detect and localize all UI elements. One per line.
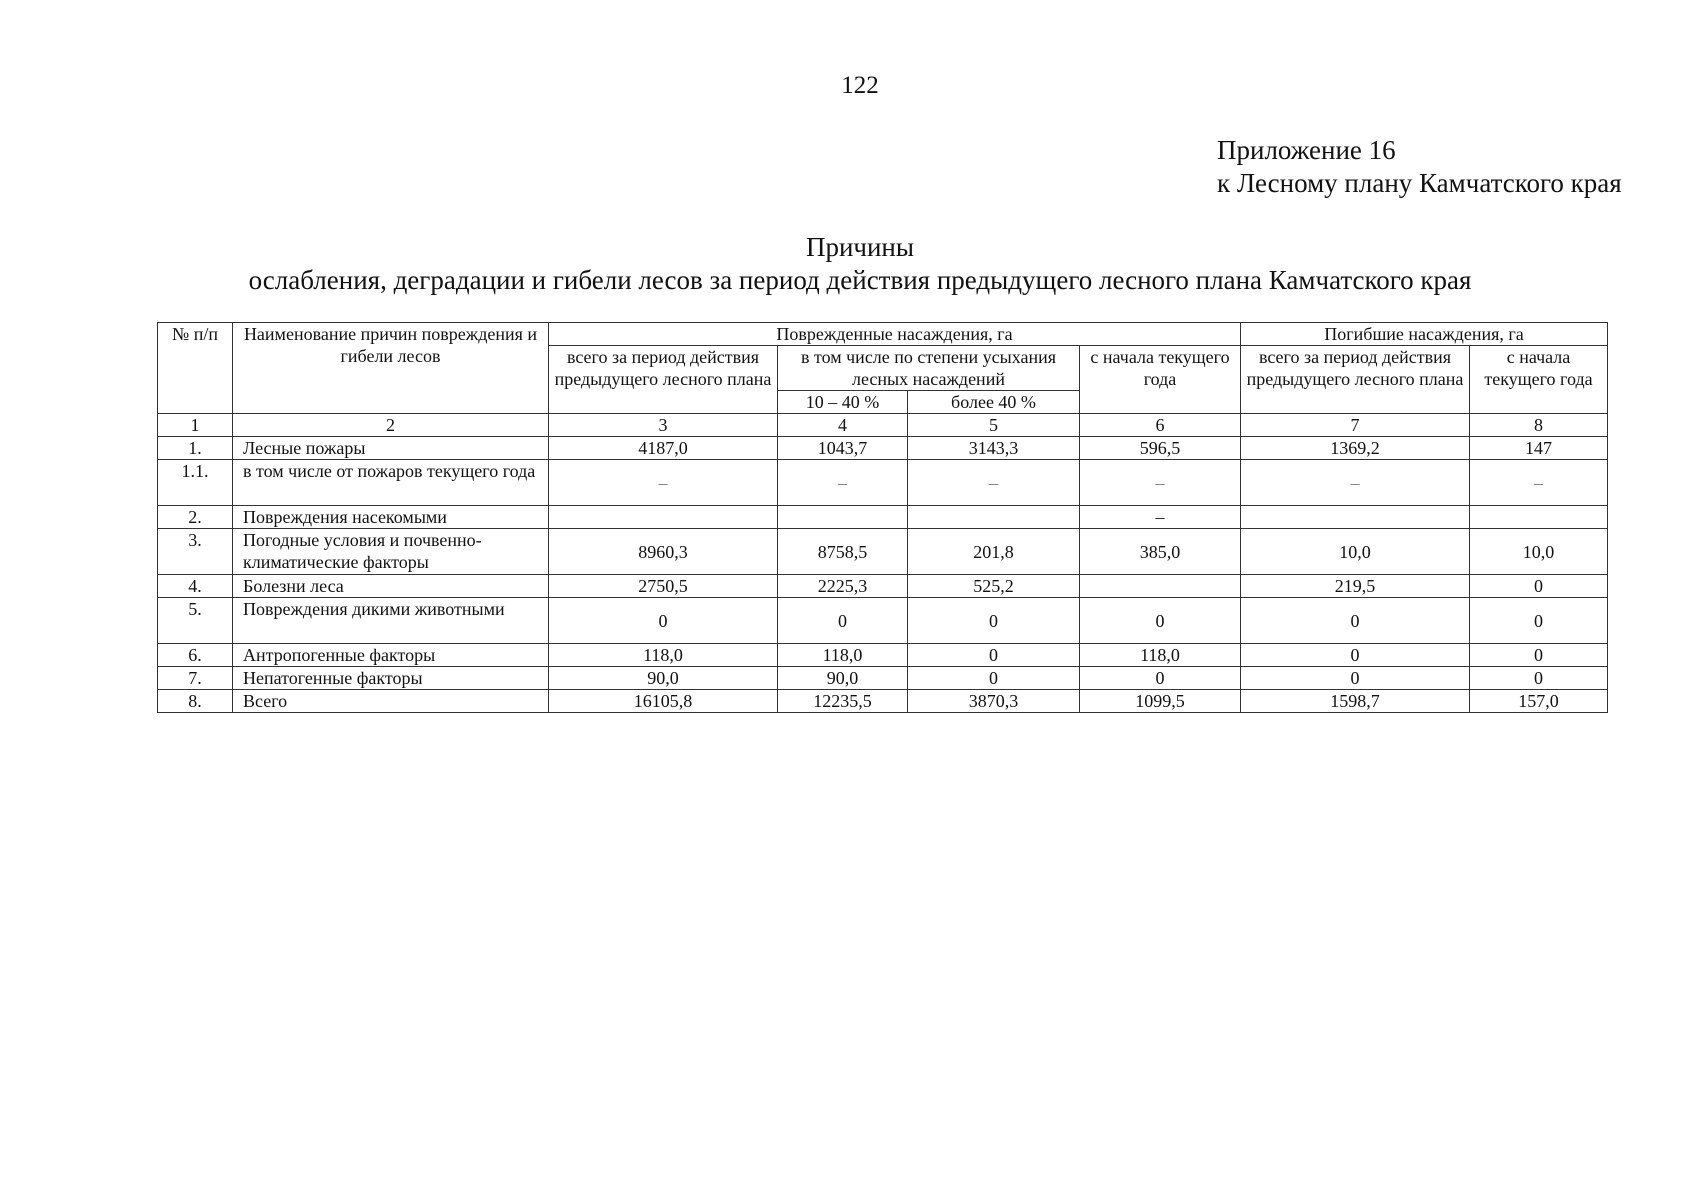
column-number: 2 xyxy=(233,414,549,437)
row-value: – xyxy=(1080,460,1241,506)
forest-damage-table xyxy=(157,322,1608,713)
title-line-2: ослабления, деградации и гибели лесов за период действия предыдущего лесного плана Камчатского края xyxy=(248,265,1472,295)
table-row xyxy=(158,529,1608,575)
column-number: 7 xyxy=(1241,414,1470,437)
row-value: 1099,5 xyxy=(1080,690,1241,713)
header-degree-over-40: более 40 % xyxy=(908,391,1080,414)
row-value: 0 xyxy=(908,644,1080,667)
row-num: 8. xyxy=(158,690,233,713)
row-name: Антропогенные факторы xyxy=(233,644,549,667)
row-value: 0 xyxy=(778,598,908,644)
row-num: 5. xyxy=(158,598,233,644)
row-value: 0 xyxy=(1470,575,1608,598)
header-since-start: с начала текущего года xyxy=(1080,346,1241,414)
table-row xyxy=(158,437,1608,460)
row-value: 525,2 xyxy=(908,575,1080,598)
row-num: 2. xyxy=(158,506,233,529)
row-value: 2750,5 xyxy=(549,575,778,598)
column-number: 5 xyxy=(908,414,1080,437)
row-value: 1369,2 xyxy=(1241,437,1470,460)
row-value: 157,0 xyxy=(1470,690,1608,713)
row-value: 0 xyxy=(1241,598,1470,644)
row-value: 201,8 xyxy=(908,529,1080,575)
row-value: 0 xyxy=(1241,644,1470,667)
row-value: 118,0 xyxy=(549,644,778,667)
row-value: 0 xyxy=(908,598,1080,644)
row-value: – xyxy=(1080,506,1241,529)
table-row xyxy=(158,506,1608,529)
header-damaged: Поврежденные насаждения, га xyxy=(549,323,1241,346)
table-row xyxy=(158,667,1608,690)
row-value: – xyxy=(908,460,1080,506)
column-number: 3 xyxy=(549,414,778,437)
column-number: 1 xyxy=(158,414,233,437)
row-value: 0 xyxy=(1080,667,1241,690)
row-value: 0 xyxy=(1470,667,1608,690)
row-value xyxy=(1241,506,1470,529)
title-line-1: Причины xyxy=(805,232,915,262)
row-name: Непатогенные факторы xyxy=(233,667,549,690)
header-name: Наименование причин повреждения и гибели лесов xyxy=(233,323,549,414)
row-value xyxy=(778,506,908,529)
row-num: 3. xyxy=(158,529,233,575)
row-name: Болезни леса xyxy=(233,575,549,598)
row-num: 7. xyxy=(158,667,233,690)
row-value: 0 xyxy=(1080,598,1241,644)
row-value: 3143,3 xyxy=(908,437,1080,460)
row-value: 8758,5 xyxy=(778,529,908,575)
column-number-row xyxy=(158,414,1608,437)
header-num: № п/п xyxy=(158,323,233,414)
row-value: 0 xyxy=(1470,598,1608,644)
row-value: 1598,7 xyxy=(1241,690,1470,713)
row-num: 4. xyxy=(158,575,233,598)
row-value: 596,5 xyxy=(1080,437,1241,460)
row-value: 147 xyxy=(1470,437,1608,460)
appendix-line-2: к Лесному плану Камчатского края xyxy=(1217,168,1622,198)
row-value: 0 xyxy=(1241,667,1470,690)
appendix-note xyxy=(1217,134,1622,200)
row-value: 1043,7 xyxy=(778,437,908,460)
column-number: 4 xyxy=(778,414,908,437)
row-value: 3870,3 xyxy=(908,690,1080,713)
row-name: Всего xyxy=(233,690,549,713)
row-value: 4187,0 xyxy=(549,437,778,460)
row-value: 385,0 xyxy=(1080,529,1241,575)
table-row-total xyxy=(158,690,1608,713)
table-row xyxy=(158,460,1608,506)
row-name: Лесные пожары xyxy=(233,437,549,460)
row-value: 118,0 xyxy=(778,644,908,667)
row-value: – xyxy=(549,460,778,506)
row-num: 1. xyxy=(158,437,233,460)
row-name: Повреждения дикими животными xyxy=(233,598,549,644)
row-value xyxy=(1080,575,1241,598)
table-row xyxy=(158,598,1608,644)
row-name: Повреждения насекомыми xyxy=(233,506,549,529)
row-value: 90,0 xyxy=(778,667,908,690)
row-value: 12235,5 xyxy=(778,690,908,713)
table-row xyxy=(158,575,1608,598)
header-dead-since-start: с начала текущего года xyxy=(1470,346,1608,414)
column-number: 6 xyxy=(1080,414,1241,437)
row-name: Погодные условия и почвенно-климатические факторы xyxy=(233,529,549,575)
row-value: 0 xyxy=(1470,644,1608,667)
row-value: – xyxy=(778,460,908,506)
table-row xyxy=(158,644,1608,667)
column-number: 8 xyxy=(1470,414,1608,437)
row-name: в том числе от пожаров текущего года xyxy=(233,460,549,506)
row-value: 0 xyxy=(549,598,778,644)
row-num: 1.1. xyxy=(158,460,233,506)
row-value: 10,0 xyxy=(1241,529,1470,575)
row-num: 6. xyxy=(158,644,233,667)
row-value: 90,0 xyxy=(549,667,778,690)
header-damaged-total: всего за период действия предыдущего лесного плана xyxy=(549,346,778,414)
row-value: 8960,3 xyxy=(549,529,778,575)
row-value xyxy=(1470,506,1608,529)
row-value: 219,5 xyxy=(1241,575,1470,598)
row-value: – xyxy=(1470,460,1608,506)
header-dead: Погибшие насаждения, га xyxy=(1241,323,1608,346)
row-value: 2225,3 xyxy=(778,575,908,598)
document-title xyxy=(0,231,1697,297)
row-value: 10,0 xyxy=(1470,529,1608,575)
appendix-line-1: Приложение 16 xyxy=(1217,135,1396,165)
row-value: 0 xyxy=(908,667,1080,690)
header-degree-10-40: 10 – 40 % xyxy=(778,391,908,414)
row-value: 16105,8 xyxy=(549,690,778,713)
row-value: – xyxy=(1241,460,1470,506)
row-value xyxy=(549,506,778,529)
header-by-degree: в том числе по степени усыхания лесных насаждений xyxy=(778,346,1080,391)
row-value: 118,0 xyxy=(1080,644,1241,667)
page-number: 122 xyxy=(841,72,879,99)
row-value xyxy=(908,506,1080,529)
header-dead-total: всего за период действия предыдущего лесного плана xyxy=(1241,346,1470,414)
